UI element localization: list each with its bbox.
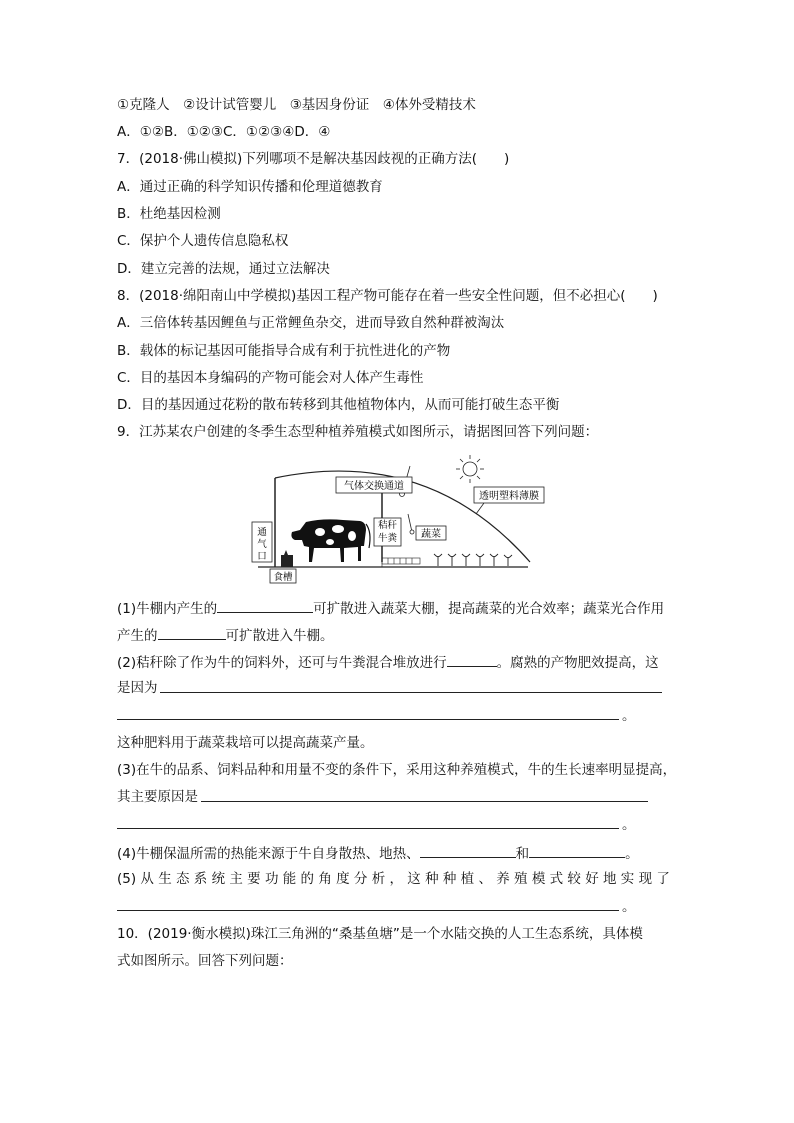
label-gas-channel: 气体交换通道 xyxy=(344,481,404,492)
compost-bed xyxy=(382,558,420,564)
q10-stem-line1: 10．(2019·衡水模拟)珠江三角洲的“桑基鱼塘”是一个水陆交换的人工生态系统，具体模 xyxy=(117,926,643,942)
q9-part3-line2: 其主要原因是 xyxy=(117,789,198,805)
answer-blank-2a[interactable] xyxy=(447,652,497,667)
cow-icon xyxy=(291,519,370,562)
q8-option-b: B．载体的标记基因可能指导合成有利于抗性进化的产物 xyxy=(117,343,451,359)
label-straw: 秸秆 xyxy=(377,520,398,531)
q9-stem: 9．江苏某农户创建的冬季生态型种植养殖模式如图所示，请据图回答下列问题： xyxy=(117,424,599,440)
q9-part5: (5) 从 生 态 系 统 主 要 功 能 的 角 度 分 析 ， 这 种 种 植 、 养 殖 模 式 较 好 地 实 现 了 xyxy=(117,871,670,887)
q6-choices: A．①②B．①②③C．①②③④D．④ xyxy=(117,124,331,140)
vegetables-icon xyxy=(434,554,512,566)
greenhouse-diagram xyxy=(248,452,546,588)
svg-text:通: 通 xyxy=(257,527,267,538)
label-vegetable: 蔬菜 xyxy=(421,529,441,540)
answer-blank-5[interactable] xyxy=(117,910,619,911)
q7-option-b: B．杜绝基因检测 xyxy=(117,206,221,222)
answer-blank-2c[interactable] xyxy=(117,719,619,720)
q8-stem: 8．(2018·绵阳南山中学模拟)基因工程产物可能存在着一些安全性问题，但不必担心( ) xyxy=(117,288,658,304)
label-plastic-film: 透明塑料薄膜 xyxy=(479,491,539,502)
q7-option-d: D．建立完善的法规，通过立法解决 xyxy=(117,261,330,277)
q8-option-d: D．目的基因通过花粉的散布转移到其他植物体内，从而可能打破生态平衡 xyxy=(117,397,560,413)
svg-text:口: 口 xyxy=(257,551,267,562)
q9-part4: (4)牛棚保温所需的热能来源于牛自身散热、地热、 和 。 xyxy=(117,843,639,863)
answer-blank-3b[interactable] xyxy=(117,828,619,829)
q9-part2-line2: 是因为 xyxy=(117,680,158,696)
q7-stem: 7．(2018·佛山模拟)下列哪项不是解决基因歧视的正确方法( ) xyxy=(117,151,510,167)
q9-part2-line1: (2)秸秆除了作为牛的饲料外，还可与牛粪混合堆放进行 。腐熟的产物肥效提高，这 xyxy=(117,652,659,672)
label-dung: 牛粪 xyxy=(377,533,398,544)
answer-blank-4b[interactable] xyxy=(529,843,625,858)
q9-part3-line1: (3)在牛的品系、饲料品种和用量不变的条件下，采用这种养殖模式，牛的生长速率明显提高， xyxy=(117,762,677,778)
q8-option-c: C．目的基因本身编码的产物可能会对人体产生毒性 xyxy=(117,370,424,386)
q9-part1-line1: (1)牛棚内产生的 可扩散进入蔬菜大棚，提高蔬菜的光合效率；蔬菜光合作用 xyxy=(117,598,664,618)
q7-option-c: C．保护个人遗传信息隐私权 xyxy=(117,233,289,249)
answer-blank-4a[interactable] xyxy=(420,843,516,858)
sun-icon xyxy=(456,455,484,483)
q9-part2-line4: 这种肥料用于蔬菜栽培可以提高蔬菜产量。 xyxy=(117,735,374,751)
q9-part1-line2: 产生的 可扩散进入牛棚。 xyxy=(117,625,334,645)
answer-blank-1b[interactable] xyxy=(158,625,226,640)
q10-stem-line2: 式如图所示。回答下列问题： xyxy=(117,953,293,969)
q7-option-a: A．通过正确的科学知识传播和伦理道德教育 xyxy=(117,179,383,195)
label-trough: 食槽 xyxy=(273,572,293,583)
q6-options: ①克隆人 ②设计试管婴儿 ③基因身份证 ④体外受精技术 xyxy=(117,97,476,113)
answer-blank-1a[interactable] xyxy=(217,598,313,613)
answer-blank-3a[interactable] xyxy=(201,801,648,802)
answer-blank-2b[interactable] xyxy=(160,692,662,693)
q8-option-a: A．三倍体转基因鲤鱼与正常鲤鱼杂交，进而导致自然种群被淘汰 xyxy=(117,315,505,331)
svg-text:气: 气 xyxy=(257,539,267,550)
